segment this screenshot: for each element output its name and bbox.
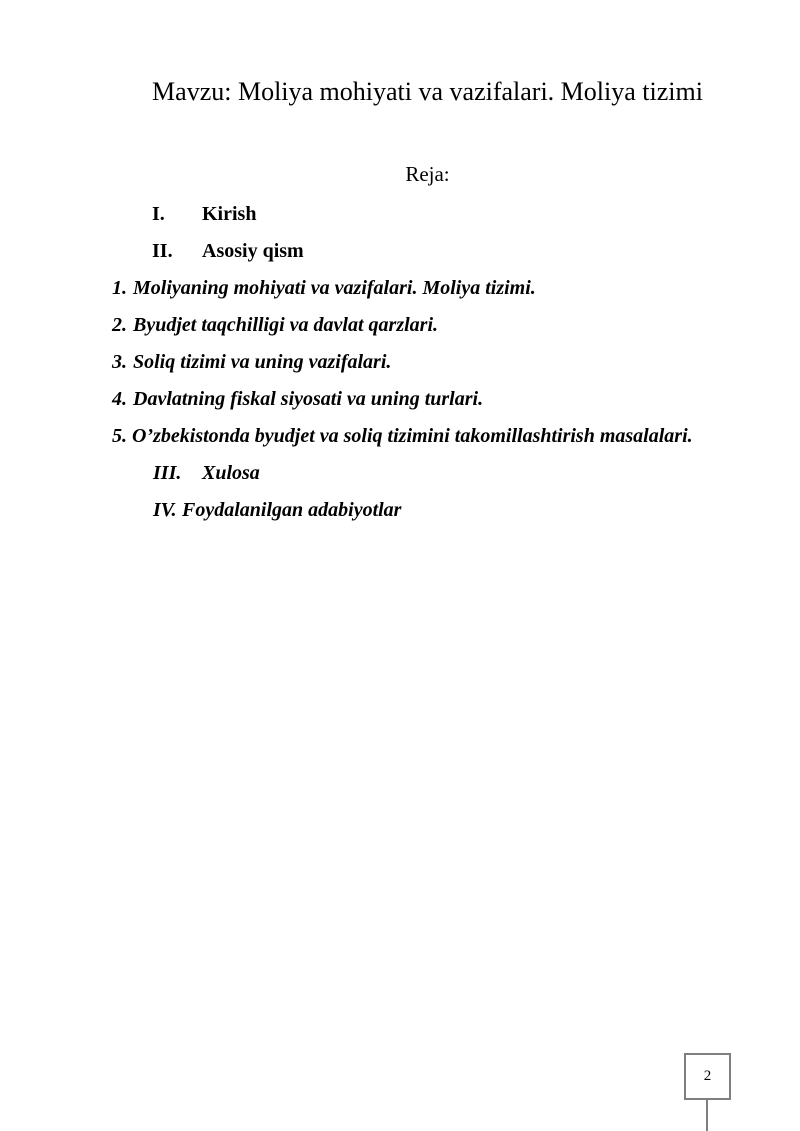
- list-item: [112, 307, 743, 344]
- outline-item-xulosa: [112, 455, 743, 492]
- list-item: [112, 270, 743, 307]
- list-item: [112, 418, 743, 455]
- list-item-marker: 2.: [112, 314, 127, 336]
- list-item-marker: 1.: [112, 277, 127, 299]
- outline-item-asosiy-qism: [112, 233, 743, 270]
- outline-marker: I.: [152, 203, 165, 225]
- list-item: [112, 344, 743, 381]
- list-item-marker: 3.: [112, 351, 127, 373]
- plan-heading: Reja:: [405, 162, 450, 186]
- outline-item-kirish: [112, 196, 743, 233]
- list-item-marker: 5.: [112, 425, 127, 447]
- page-number: 2: [703, 1068, 712, 1084]
- list-item-text: Soliq tizimi va uning vazifalari.: [133, 351, 392, 373]
- outline-label: Foydalanilgan adabiyotlar: [182, 499, 402, 521]
- outline-label: Kirish: [202, 203, 257, 225]
- footer-line: [706, 1100, 708, 1131]
- outline-item-foydalanilgan-adabiyotlar: [112, 492, 743, 529]
- list-item-text: Byudjet taqchilligi va davlat qarzlari.: [133, 314, 438, 336]
- outline-label: Xulosa: [202, 462, 260, 484]
- outline-marker: III.: [153, 462, 182, 484]
- list-item-text: Davlatning fiskal siyosati va uning turlari.: [133, 388, 484, 410]
- page-number-box: [684, 1053, 731, 1100]
- list-item-marker: 4.: [112, 388, 127, 410]
- outline-label: Asosiy qism: [202, 240, 304, 262]
- list-item-text: O’zbekistonda byudjet va soliq tizimini takomillashtirish masalalari.: [132, 425, 693, 447]
- list-item: [112, 381, 743, 418]
- outline-marker: IV.: [153, 499, 177, 521]
- document-content: [112, 76, 743, 529]
- page-title: Mavzu: Moliya mohiyati va vazifalari. Moliya tizimi: [152, 77, 703, 106]
- outline-marker: II.: [152, 240, 173, 262]
- list-item-text: Moliyaning mohiyati va vazifalari. Moliya tizimi.: [133, 277, 536, 299]
